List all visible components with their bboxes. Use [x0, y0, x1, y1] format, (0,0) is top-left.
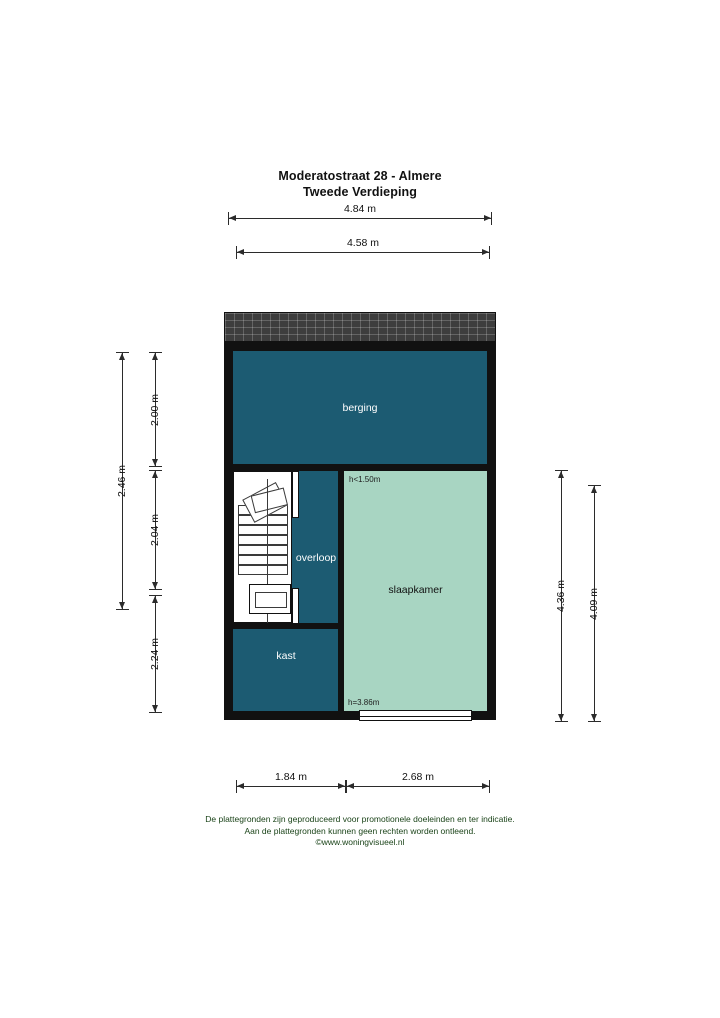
dimension-arrow-left — [237, 249, 244, 255]
dimension-label: 4.84 m — [343, 203, 377, 215]
dimension-arrow-bottom — [558, 714, 564, 721]
dimension-tick-bottom — [555, 721, 568, 722]
dimension-top-4840 — [228, 203, 492, 227]
dimension-arrow-bottom — [152, 705, 158, 712]
door-overloop-bottom — [292, 588, 299, 624]
dimension-arrow-top — [591, 486, 597, 493]
dimension-arrow-top — [152, 471, 158, 478]
dimension-label: 1.84 m — [274, 771, 308, 783]
dimension-arrow-top — [152, 596, 158, 603]
door-overloop-top — [292, 471, 299, 518]
footer-line-2: Aan de plattegronden kunnen geen rechten worden ontleend. — [244, 825, 476, 836]
dimension-top-4580 — [236, 237, 490, 261]
closet-fixture-detail — [255, 592, 287, 608]
dimension-arrow-right — [482, 783, 489, 789]
dimension-tick-bottom — [116, 609, 129, 610]
stair-tread — [238, 525, 288, 535]
dimension-tick-bottom — [149, 466, 162, 467]
footer-line-1: De plattegronden zijn geproduceerd voor promotionele doeleinden en ter indicatie. — [205, 814, 515, 824]
plan-title-block — [0, 168, 720, 200]
dimension-label: 2.46 m — [116, 464, 128, 498]
dimension-tick-bottom — [149, 712, 162, 713]
dimension-right-4360 — [552, 470, 570, 722]
dimension-arrow-top — [558, 471, 564, 478]
dimension-line — [228, 218, 492, 219]
wall-right — [487, 342, 496, 720]
dimension-label: 2.68 m — [401, 771, 435, 783]
dimension-arrow-right — [338, 783, 345, 789]
height-note-slaapkamer-bottom: h=3.86m — [348, 698, 380, 707]
dimension-right-4090 — [585, 485, 603, 722]
page-title: Moderatostraat 28 - Almere — [278, 169, 442, 183]
floor-subtitle: Tweede Verdieping — [303, 185, 417, 199]
room-label-kast: kast — [276, 650, 296, 662]
roof-hatch-band — [224, 312, 496, 342]
dimension-arrow-left — [347, 783, 354, 789]
floorplan-drawing — [224, 312, 496, 732]
stair-tread — [238, 535, 288, 545]
dimension-tick-bottom — [588, 721, 601, 722]
footer-line-3: ©www.woningvisueel.nl — [315, 837, 405, 847]
room-label-overloop: overloop — [295, 552, 337, 564]
dimension-arrow-bottom — [152, 582, 158, 589]
wall-left — [224, 342, 233, 720]
dimension-left-2240 — [146, 595, 164, 713]
dimension-arrow-right — [482, 249, 489, 255]
dimension-label: 4.36 m — [555, 579, 567, 613]
wall-berging-bottom — [224, 464, 496, 471]
wall-slaapkamer-left — [338, 464, 344, 720]
dimension-left-2460 — [113, 352, 131, 610]
dimension-arrow-left — [237, 783, 244, 789]
dimension-arrow-top — [152, 353, 158, 360]
stair-tread — [238, 555, 288, 565]
dimension-bottom-2680 — [346, 771, 490, 795]
dimension-left-2000 — [146, 352, 164, 467]
dimension-line — [236, 252, 490, 253]
room-kast — [233, 629, 338, 711]
dimension-arrow-right — [484, 215, 491, 221]
dimension-label: 4.58 m — [346, 237, 380, 249]
stair-tread — [238, 565, 288, 575]
dimension-arrow-bottom — [591, 714, 597, 721]
dimension-tick-bottom — [149, 589, 162, 590]
dimension-arrow-top — [119, 353, 125, 360]
dimension-line — [346, 786, 490, 787]
dimension-line — [236, 786, 346, 787]
dimension-label: 2.24 m — [149, 637, 161, 671]
stair-tread — [238, 545, 288, 555]
dimension-label: 2.00 m — [149, 393, 161, 426]
dimension-label: 4.09 m — [588, 587, 600, 620]
footer-disclaimer — [0, 814, 720, 849]
dimension-arrow-left — [229, 215, 236, 221]
dimension-bottom-1840 — [236, 771, 346, 795]
dimension-arrow-bottom — [152, 459, 158, 466]
wall-top — [224, 342, 496, 351]
room-label-berging: berging — [342, 402, 378, 414]
window-slaapkamer — [359, 710, 472, 721]
dimension-left-2040 — [146, 470, 164, 590]
dimension-label: 2.04 m — [149, 513, 161, 547]
height-note-slaapkamer-top: h<1.50m — [349, 475, 381, 484]
dimension-arrow-bottom — [119, 602, 125, 609]
room-label-slaapkamer: slaapkamer — [388, 584, 443, 596]
